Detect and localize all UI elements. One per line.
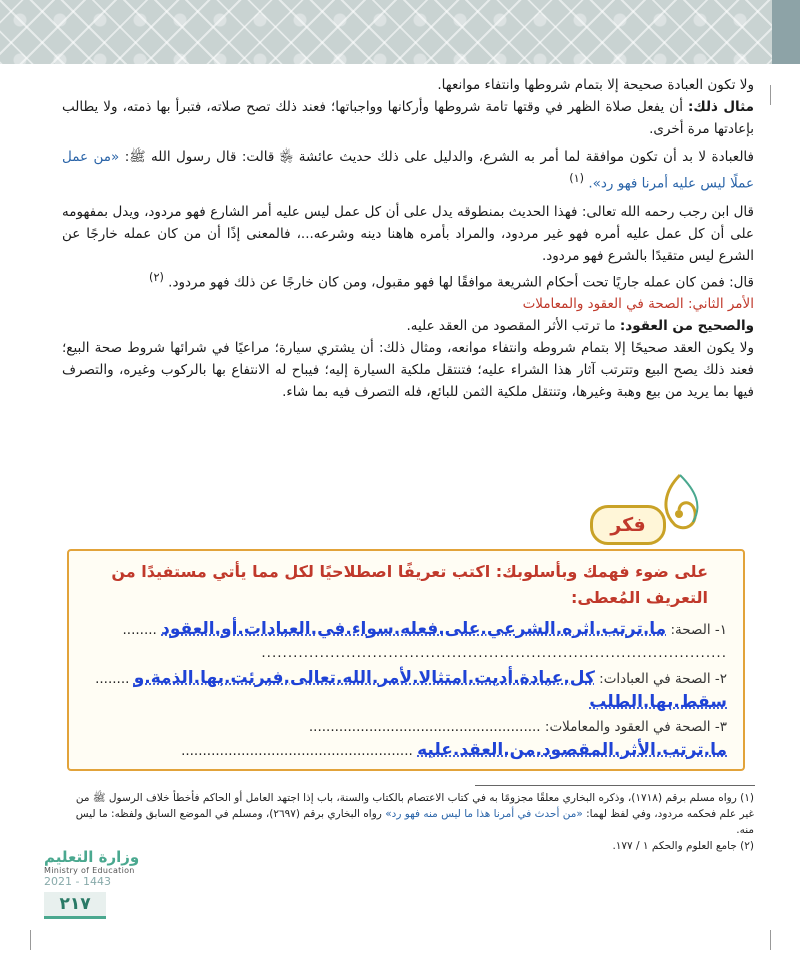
footnote-quote: «من أحدث في أمرنا هذا ما ليس منه فهو رد» bbox=[385, 808, 583, 820]
paragraph bbox=[62, 201, 754, 267]
answer-text[interactable]: ما.ترتب.اثره.الشرعي.على.فعله.سواء.في.العبادات.أو.العقود bbox=[161, 619, 667, 639]
exercise-item bbox=[87, 717, 727, 737]
exercise-item-label: ٢- الصحة في العبادات: bbox=[599, 671, 727, 687]
think-badge bbox=[590, 505, 666, 545]
answer-text[interactable]: كل.عبادة.أديت.امتثالا.لأمر.الله.تعالى.فبرئت.بها.الذمة.و bbox=[133, 668, 595, 688]
definition-label: والصحيح من العقود: bbox=[619, 318, 754, 334]
answer-text[interactable]: سقط.بها.الطلب bbox=[589, 692, 727, 712]
ministry-name-en: Ministry of Education bbox=[44, 866, 135, 875]
footnote-1 bbox=[62, 790, 754, 838]
example-label: مثال ذلك: bbox=[687, 99, 754, 115]
footnote-text: (١) رواه مسلم برقم (١٧١٨)، وذكره البخاري معلقًا مجزومًا به في كتاب الاعتصام بالكتاب والسنة، باب إذا اجتهد العامل أو الحاكم فأخطأ خلاف الرسول ﷺ من غير علم فحكمه مردود، وفي لفظ لهما: bbox=[75, 792, 754, 820]
exercise-item bbox=[87, 668, 727, 689]
exercise-item-label: ١- الصحة: bbox=[670, 622, 727, 638]
crop-mark bbox=[770, 930, 771, 950]
page-number bbox=[44, 892, 106, 919]
hadith-quote: «من عمل عملًا ليس عليه أمرنا فهو رد». bbox=[62, 149, 754, 192]
exercise-prompt: على ضوء فهمك وبأسلوبك: اكتب تعريفًا اصطلاحيًا لكل مما يأتي مستفيدًا من التعريف المُعطى: bbox=[111, 562, 708, 607]
exercise-item-continuation bbox=[87, 692, 727, 713]
exercise-item bbox=[87, 619, 727, 640]
paragraph bbox=[62, 146, 754, 195]
body-text bbox=[62, 74, 754, 403]
exercise-item-continuation bbox=[87, 643, 727, 663]
paragraph bbox=[62, 315, 754, 337]
edition-year: 2021 - 1443 bbox=[44, 875, 111, 888]
answer-text[interactable]: ما.ترتب.الأثر.المقصود.من.العقد.عليه bbox=[417, 740, 727, 760]
footnote-divider bbox=[475, 785, 755, 786]
paragraph-text: ولا يكون العقد صحيحًا إلا بتمام شروطه وانتفاء موانعه، ومثال ذلك: أن يشتري سيارة؛ مراعيًا في شرائها شروط صحة البيع؛ فعند ذلك يصح البيع وتترتب آثار هذا الشراء عليه؛ فتنتقل ملكية السيارة إليه؛ فيباح له الانتفاع بها بالركوب وغيره، والتصرف فيها بما يريد من بيع وهبة وغيرها، وتنتقل ملكية الثمن للبائع، فله التصرف فيه بما شاء. bbox=[62, 340, 754, 400]
sub-heading: الأمر الثاني: الصحة في العقود والمعاملات bbox=[522, 296, 754, 312]
footnote-ref[interactable]: (٢) bbox=[149, 270, 164, 284]
paragraph bbox=[62, 74, 754, 96]
paragraph-text: ولا تكون العبادة صحيحة إلا بتمام شروطها وانتفاء موانعها. bbox=[437, 77, 754, 93]
answer-dots: ........ bbox=[95, 671, 130, 687]
ministry-name-ar: وزارة التعليم bbox=[44, 848, 140, 866]
answer-dots: ........................................................................................ bbox=[261, 645, 727, 661]
footnotes bbox=[62, 790, 754, 854]
footnote-2: (٢) جامع العلوم والحكم ١ / ١٧٧. bbox=[612, 840, 754, 852]
exercise-item-continuation bbox=[87, 740, 727, 761]
ministry-logo bbox=[44, 848, 144, 888]
crop-mark bbox=[770, 85, 771, 105]
exercise-item-label: ٣- الصحة في العقود والمعاملات: bbox=[544, 719, 727, 735]
paragraph bbox=[62, 337, 754, 403]
answer-dots: ...................................................... bbox=[181, 743, 413, 759]
header-banner-tab bbox=[772, 0, 800, 64]
crop-mark bbox=[30, 930, 31, 950]
paragraph-text: قال ابن رجب رحمه الله تعالى: فهذا الحديث بمنطوقه يدل على أن كل عمل ليس عليه أمر الشارع فهو مردود، ويدل بمفهومه على أن كل عمل عليه أمره فهو غير مردود، والمراد بأمره هاهنا دينه وشرعه...، فالمعنى إذًا أن من كان عمله خارجًا عن الشرع ليس متقيدًا بالشرع فهو مردود. bbox=[62, 203, 754, 264]
exercise-box bbox=[67, 549, 745, 771]
answer-dots: ........ bbox=[122, 622, 157, 638]
header-banner bbox=[0, 0, 800, 64]
paragraph-text: ما ترتب الأثر المقصود من العقد عليه. bbox=[406, 318, 616, 334]
paragraph-text: قال: فمن كان عمله جاريًا تحت أحكام الشريعة موافقًا لها فهو مقبول، ومن كان خارجًا عن ذلك فهو مردود. bbox=[168, 274, 754, 290]
think-badge-label: فكر bbox=[610, 514, 646, 536]
paragraph-text: فالعبادة لا بد أن تكون موافقة لما أمر به الشرع، والدليل على ذلك حديث عائشة ﵂ قالت: قال رسول الله ﷺ: bbox=[124, 149, 754, 165]
paragraph bbox=[62, 96, 754, 140]
answer-dots: ...................................................... bbox=[308, 719, 541, 735]
page-number-label: ٢١٧ bbox=[59, 894, 91, 914]
paragraph-text: أن يفعل صلاة الظهر في وقتها تامة شروطها وأركانها وواجباتها؛ فعند ذلك تصح صلاته، فتبرأ بها ذمته، ولا يطالب بإعادتها مرة أخرى. bbox=[62, 99, 754, 137]
paragraph bbox=[62, 267, 754, 294]
footnote-text: رواه البخاري برقم (٢٦٩٧)، ومسلم في الموضع السابق ولفظه: ما ليس منه. bbox=[75, 808, 754, 836]
footnote-ref[interactable]: (١) bbox=[569, 172, 585, 185]
